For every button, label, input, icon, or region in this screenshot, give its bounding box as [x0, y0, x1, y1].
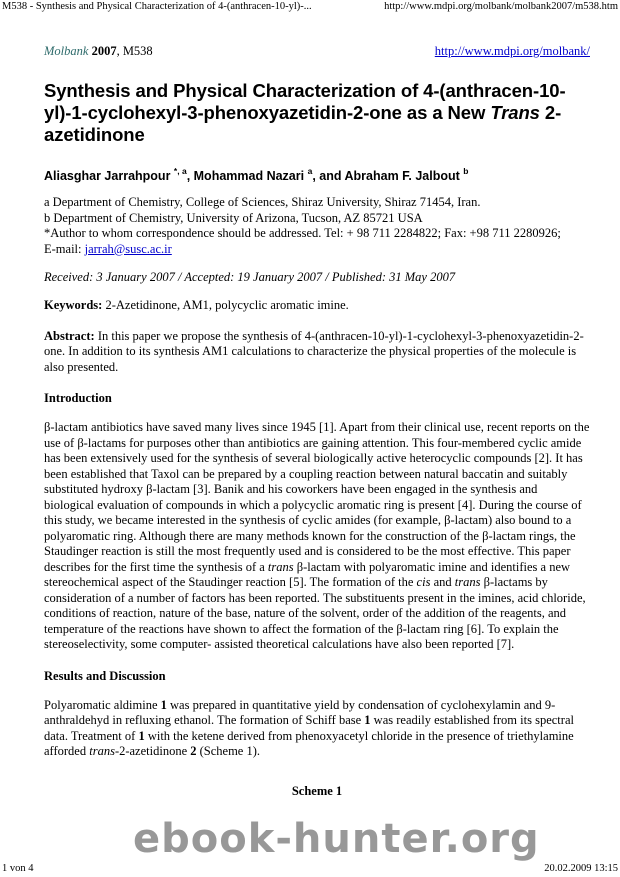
author-affiliation-mark: b [463, 166, 469, 176]
article [44, 43, 590, 799]
introduction-heading: Introduction [44, 391, 112, 405]
email-line: E-mail: jarrah@susc.ac.ir [44, 241, 172, 256]
author-name: Abraham F. Jalbout [344, 169, 460, 183]
page-count: 1 von 4 [2, 863, 34, 874]
article-title: Synthesis and Physical Characterization of 4-(anthracen-10-yl)-1-cyclohexyl-3-phenoxyazetidin-2-one as a New Trans 2-azetidinone [44, 80, 566, 145]
abstract: Abstract: In this paper we propose the synthesis of 4-(anthracen-10-yl)-1-cyclohexyl-3-phenoxyazetidin-2-one. In addition to its synthesis AM1 calculations to characterize the physical properties of the molecule is also presented. [44, 328, 584, 374]
scheme-label: Scheme 1 [291, 783, 343, 798]
affiliation-a: a Department of Chemistry, College of Sciences, Shiraz University, Shiraz 71454, Iran. [44, 195, 481, 209]
author-affiliation-mark: a [307, 166, 313, 176]
results-heading: Results and Discussion [44, 668, 166, 683]
journal-header [44, 43, 590, 59]
journal-citation [44, 43, 153, 59]
watermark: ebook-hunter.org [133, 816, 540, 862]
author-name: Mohammad Nazari [193, 169, 305, 183]
keywords-label: Keywords: [44, 298, 103, 312]
print-datetime: 20.02.2009 13:15 [544, 863, 618, 874]
abstract-label: Abstract: [44, 328, 95, 343]
article-id: , M538 [116, 44, 153, 58]
author-affiliation-mark: *, a [173, 166, 187, 176]
browser-page-title: M538 - Synthesis and Physical Characterization of 4-(anthracen-10-yl)-... [2, 1, 312, 12]
affiliations [44, 195, 590, 257]
email-link[interactable]: jarrah@susc.ac.ir [84, 241, 172, 256]
journal-link[interactable]: http://www.mdpi.org/molbank/ [434, 44, 590, 58]
affiliation-b: b Department of Chemistry, University of Arizona, Tucson, AZ 85721 USA [44, 210, 423, 225]
introduction-paragraph: β-lactam antibiotics have saved many lives since 1945 [1]. Apart from their clinical use, recent reports on the use of β-lactams for purposes other than antibiotics are gaining attention. This four-membered cyclic amide has been extensively used for the synthesis of several biologically active heterocyclic compounds [2]. It has been established that Taxol can be prepared by a coupling reaction between natural baccatin and suitably substituted hydroxy β-lactam [3]. Banik and his coworkers have been engaged in the synthesis and biological evaluation of compounds in which a polycyclic aromatic ring is present [4]. During the course of this study, we became interested in the synthesis of cyclic amides (for example, β-lactam) also bound to a polyaromatic ring. Although there are many methods known for the construction of the β-lactam rings, the Staudinger reaction is still the most frequently used and is considered to be the most effective. This paper describes for the first time the synthesis of a trans β-lactam with polyaromatic imine and identifies a new stereochemical aspect of the Staudinger reaction [5]. The formation of the cis and trans β-lactams by consideration of a number of factors has been reported. The substituents present in the imines, acid chloride, conditions of reaction, nature of the base, nature of the solvent, order of the addition of the reagents, and temperature of the reactions have shown to affect the formation of the β-lactam ring [6]. To explain the stereoselectivity, some computer- assisted theoretical calculations have also been reported [7]. [44, 420, 590, 651]
keywords: Keywords: 2-Azetidinone, AM1, polycyclic aromatic imine. [44, 298, 349, 312]
journal-year: 2007 [91, 44, 117, 58]
correspondence-note: *Author to whom correspondence should be addressed. Tel: + 98 711 2284822; Fax: +98 711 2280926; [44, 226, 561, 240]
author-name: Aliasghar Jarrahpour [44, 169, 171, 183]
publication-dates: Received: 3 January 2007 / Accepted: 19 January 2007 / Published: 31 May 2007 [44, 270, 456, 284]
author-list: Aliasghar Jarrahpour $^{*, a}$, Mohammad Nazari $^a$, and Abraham F. Jalbout $^b$ [44, 166, 469, 183]
results-paragraph: Polyaromatic aldimine 1 was prepared in quantitative yield by condensation of cyclohexylamin and 9-anthraldehyd in refluxing ethanol. The formation of Schiff base 1 was readily established from its spectral data. Treatment of 1 with the ketene derived from phenoxyacetyl chloride in the presence of triethylamine afforded trans-2-azetidinone 2 (Scheme 1). [44, 697, 574, 758]
browser-page-url: http://www.mdpi.org/molbank/molbank2007/m538.htm [384, 1, 618, 12]
journal-name: Molbank [44, 44, 89, 58]
